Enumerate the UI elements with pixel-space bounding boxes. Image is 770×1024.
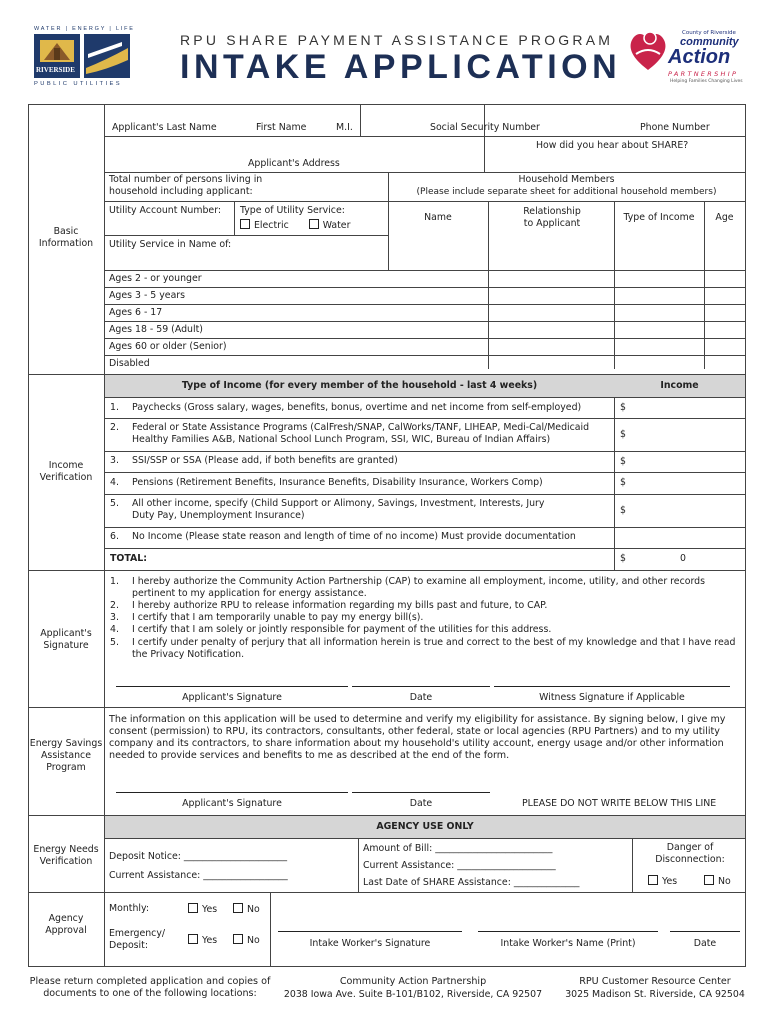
rpu-logo-city: RIVERSIDE: [36, 66, 75, 74]
income-row-num: 5.: [110, 498, 119, 509]
last-name-label: Applicant's Last Name: [112, 122, 217, 133]
utility-account-label: Utility Account Number:: [109, 205, 222, 216]
consent-text: I certify that I am solely or jointly responsible for payment of the utilities for this address.: [132, 624, 552, 635]
col-age-header: Age: [715, 212, 734, 223]
danger-no-label: No: [718, 876, 731, 887]
consent-num: 3.: [110, 612, 119, 623]
es-applicant-signature-label: Applicant's Signature: [182, 798, 282, 809]
income-row-text: No Income (Please state reason and length of time of no income) Must provide documentation: [132, 531, 576, 542]
age-row: Ages 6 - 17: [109, 307, 163, 318]
phone-label: Phone Number: [640, 122, 710, 133]
intake-worker-name-label: Intake Worker's Name (Print): [500, 938, 636, 949]
first-name-label: First Name: [256, 122, 307, 133]
income-row-amount: $: [620, 477, 626, 488]
income-row-text: SSI/SSP or SSA (Please add, if both benefits are granted): [132, 455, 398, 466]
emergency-no-label: No: [247, 935, 260, 946]
water-checkbox[interactable]: [309, 219, 319, 229]
danger-no-checkbox[interactable]: [704, 875, 714, 885]
income-row-amount: $: [620, 429, 626, 440]
rpu-location-name: RPU Customer Resource Center: [579, 976, 731, 987]
income-row-num: 6.: [110, 531, 119, 542]
income-row-num: 1.: [110, 402, 119, 413]
intake-date-line[interactable]: [670, 931, 740, 932]
ssn-label: Social Security Number: [430, 122, 540, 133]
deposit-notice-field[interactable]: Deposit Notice: ______________________: [109, 851, 288, 862]
address-label: Applicant's Address: [248, 158, 340, 169]
consent-text: I hereby authorize the Community Action Partnership (CAP) to examine all employment, income, utility, and other records pertinent to my application for energy assistance.: [132, 576, 705, 599]
monthly-yes-option: [188, 903, 217, 916]
do-not-write-notice: PLEASE DO NOT WRITE BELOW THIS LINE: [522, 798, 717, 809]
income-row-amount: $: [620, 402, 626, 413]
income-row-num: 2.: [110, 422, 119, 433]
applicant-signature-line[interactable]: [116, 686, 348, 687]
emergency-yes-label: Yes: [202, 935, 218, 946]
water-label: Water: [322, 220, 351, 231]
income-row-num: 3.: [110, 455, 119, 466]
electric-checkbox[interactable]: [240, 219, 250, 229]
cap-heart-icon: [628, 28, 668, 72]
total-label: TOTAL:: [110, 553, 148, 564]
electric-label: Electric: [254, 220, 289, 231]
emergency-yes-checkbox[interactable]: [188, 934, 198, 944]
energy-needs-section-label: Energy Needs Verification: [33, 844, 99, 867]
consent-text: I hereby authorize RPU to release information regarding my bills past and future, to CAP.: [132, 600, 548, 611]
household-members-note: (Please include separate sheet for additional household members): [416, 187, 717, 197]
monthly-no-label: No: [247, 904, 260, 915]
income-type-header: Type of Income (for every member of the household - last 4 weeks): [181, 380, 538, 391]
consent-num: 1.: [110, 576, 119, 587]
income-row-text: Federal or State Assistance Programs (CalFresh/SNAP, CalWorks/TANF, LIHEAP, Medi-Cal/Medicaid Healthy Families A&B, National School Lunch Program, SSI, WIC, Bureau of Indian Affairs): [132, 422, 590, 445]
monthly-label: Monthly:: [109, 903, 150, 914]
col-name-header: Name: [424, 212, 452, 223]
intake-worker-name-line[interactable]: [478, 931, 658, 932]
monthly-no-option: [233, 903, 260, 916]
amount-of-bill-field[interactable]: Amount of Bill: _________________________: [363, 843, 553, 854]
household-members-title: Household Members: [518, 174, 615, 185]
program-title: RPU SHARE PAYMENT ASSISTANCE PROGRAM: [180, 32, 614, 48]
signature-date-line[interactable]: [352, 686, 490, 687]
emergency-yes-option: [188, 934, 217, 947]
consent-num: 4.: [110, 624, 119, 635]
applicant-signature-label: Applicant's Signature: [182, 692, 282, 703]
energy-savings-section-label: Energy Savings Assistance Program: [29, 738, 103, 773]
cap-location-address: 2038 Iowa Ave. Suite B-101/B102, Riverside, CA 92507: [283, 989, 543, 1000]
signature-section-label: Applicant's Signature: [40, 628, 92, 651]
danger-yes-option: [648, 875, 677, 888]
danger-yes-label: Yes: [662, 876, 678, 887]
income-section-label: Income Verification: [39, 460, 93, 483]
cap-logo-top: County of Riverside: [682, 30, 736, 36]
cap-logo-word3: PARTNERSHIP: [668, 70, 739, 78]
monthly-yes-checkbox[interactable]: [188, 903, 198, 913]
cap-logo-word2: Action: [668, 46, 731, 68]
service-name-label: Utility Service in Name of:: [109, 239, 232, 250]
income-row-text: All other income, specify (Child Support or Alimony, Savings, Investment, Interests, Jury Duty Pay, Unemployment Insurance): [132, 498, 545, 521]
cap-location-name: Community Action Partnership: [339, 976, 487, 987]
agency-approval-section-label: Agency Approval: [45, 913, 87, 936]
last-share-date-field[interactable]: Last Date of SHARE Assistance: ______________: [363, 877, 580, 888]
rpu-location-address: 3025 Madison St. Riverside, CA 92504: [565, 989, 745, 1000]
emergency-no-checkbox[interactable]: [233, 934, 243, 944]
age-row: Ages 60 or older (Senior): [109, 341, 227, 352]
household-count-label: Total number of persons living in household including applicant:: [109, 174, 263, 197]
danger-disconnection-label: Danger of Disconnection:: [655, 842, 725, 865]
witness-signature-line[interactable]: [494, 686, 730, 687]
intake-worker-signature-line[interactable]: [278, 931, 462, 932]
signature-date-label: Date: [409, 692, 433, 703]
income-row-text: Paychecks (Gross salary, wages, benefits, bonus, overtime and net income from self-employed): [132, 402, 582, 413]
agency-use-header: AGENCY USE ONLY: [376, 821, 474, 832]
income-row-num: 4.: [110, 477, 119, 488]
rpu-logo-top: WATER | ENERGY | LIFE: [34, 26, 135, 32]
rpu-logo: [34, 26, 135, 90]
heard-about-label: How did you hear about SHARE?: [536, 140, 689, 151]
form-title: INTAKE APPLICATION: [180, 48, 622, 86]
col-income-type-header: Type of Income: [623, 212, 695, 223]
income-row-text: Pensions (Retirement Benefits, Insurance Benefits, Disability Insurance, Workers Comp): [132, 477, 543, 488]
col-relationship-header: Relationship to Applicant: [523, 206, 581, 229]
service-type-options: [240, 219, 350, 232]
current-assistance-field[interactable]: Current Assistance: __________________: [109, 870, 288, 881]
es-date-label: Date: [409, 798, 433, 809]
cap-logo-word1: community: [680, 36, 739, 48]
consent-num: 5.: [110, 637, 119, 648]
age-row: Ages 2 - or younger: [109, 273, 202, 284]
monthly-yes-label: Yes: [202, 904, 218, 915]
intake-date-label: Date: [693, 938, 717, 949]
cap-logo-tagline: Helping Families Changing Lives: [670, 79, 743, 84]
danger-no-option: [704, 875, 731, 888]
es-date-line[interactable]: [352, 792, 490, 793]
service-type-label: Type of Utility Service:: [240, 205, 345, 216]
income-row-amount: $: [620, 505, 626, 516]
energy-savings-consent: The information on this application will be used to determine and verify my eligibility for assistance. By signing below, I give my consent (permission) to RPU, its contractors, consultants, other federal, state or local agencies (RPU Partners) and to my utility company and its contractors, to share information about my household's utility account, energy usage and/or other information needed to provide services and benefits to me as described at the end of the form.: [109, 714, 726, 761]
age-row: Ages 3 - 5 years: [109, 290, 186, 301]
emergency-no-option: [233, 934, 260, 947]
total-currency: $: [620, 553, 626, 564]
age-row: Disabled: [109, 358, 150, 369]
es-applicant-signature-line[interactable]: [116, 792, 348, 793]
consent-num: 2.: [110, 600, 119, 611]
return-note: Please return completed application and copies of documents to one of the following locations:: [29, 976, 271, 999]
current-assistance-field-2[interactable]: Current Assistance: _____________________: [363, 860, 556, 871]
total-value: 0: [680, 553, 686, 564]
witness-signature-label: Witness Signature if Applicable: [539, 692, 685, 703]
monthly-no-checkbox[interactable]: [233, 903, 243, 913]
emergency-deposit-label: Emergency/ Deposit:: [109, 928, 166, 951]
age-row: Ages 18 - 59 (Adult): [109, 324, 203, 335]
rpu-logo-bottom: PUBLIC UTILITIES: [34, 81, 123, 87]
intake-worker-signature-label: Intake Worker's Signature: [309, 938, 431, 949]
consent-text: I certify that I am temporarily unable to pay my energy bill(s).: [132, 612, 424, 623]
mi-label: M.I.: [336, 122, 353, 133]
consent-text: I certify under penalty of perjury that all information herein is true and correct to the best of my knowledge and that I have read the Privacy Notification.: [132, 637, 736, 660]
basic-section-label: Basic Information: [38, 226, 94, 249]
income-row-amount: $: [620, 456, 626, 467]
danger-yes-checkbox[interactable]: [648, 875, 658, 885]
income-amount-header: Income: [660, 380, 699, 391]
cap-logo: [628, 24, 746, 88]
